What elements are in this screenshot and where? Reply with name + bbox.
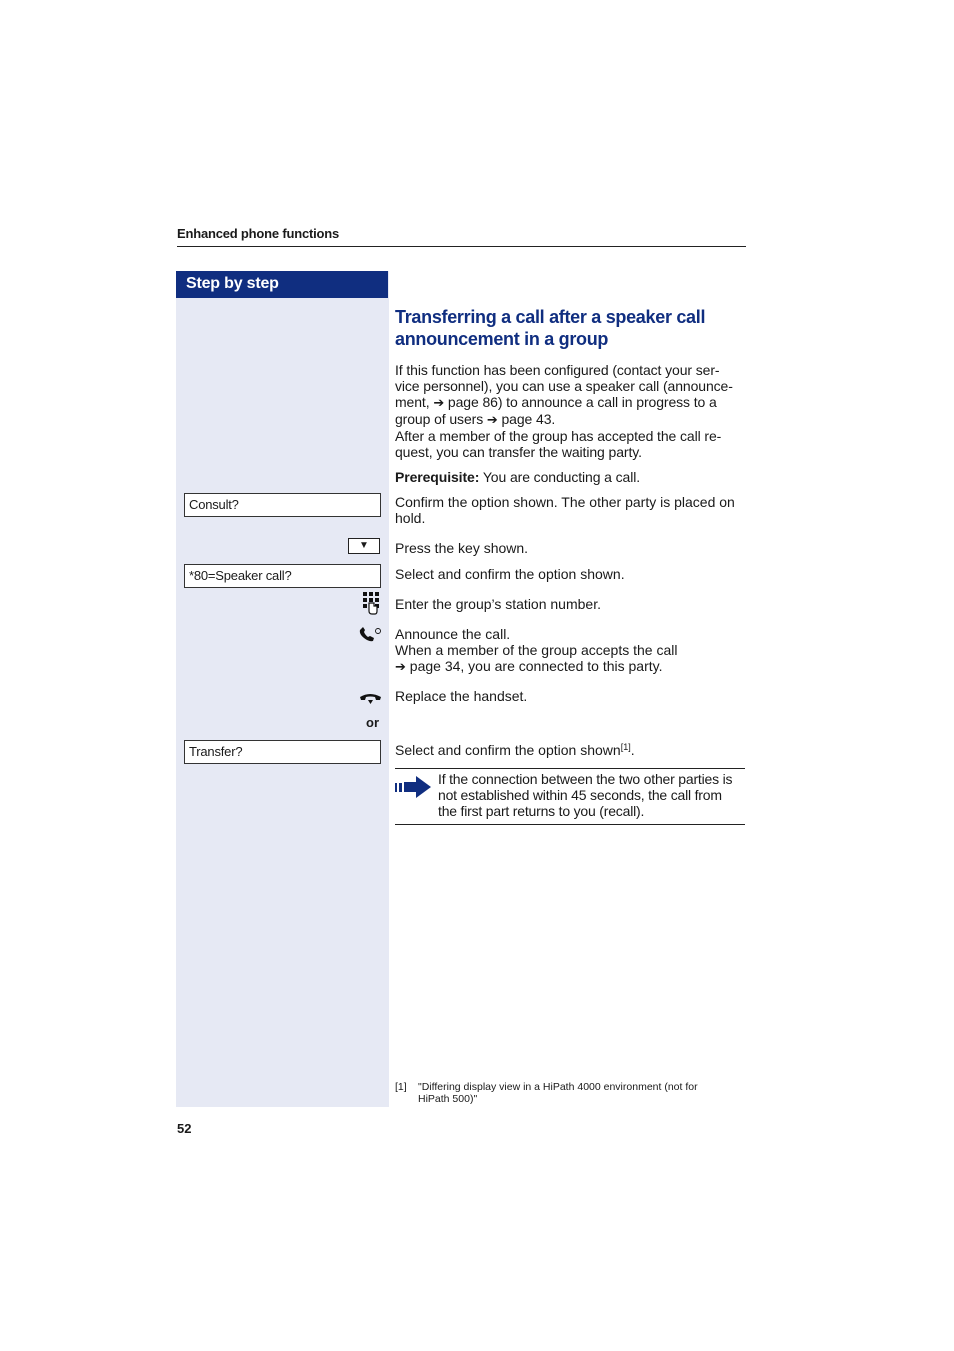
step-line: When a member of the group accepts the call xyxy=(395,642,678,658)
intro-line: After a member of the group has accepted the call re- xyxy=(395,428,722,444)
display-option-transfer[interactable]: Transfer? xyxy=(184,740,381,764)
step-line-part: . xyxy=(630,742,635,758)
intro-line-part: group of users xyxy=(395,411,487,427)
intro-paragraph xyxy=(395,362,745,460)
sidebar-title: Step by step xyxy=(176,271,388,298)
step-text-announce xyxy=(395,626,745,675)
note-line: If the connection between the two other parties is xyxy=(438,771,733,787)
note-arrow-icon xyxy=(395,775,432,799)
display-option-consult[interactable]: Consult? xyxy=(184,493,381,517)
intro-line-part: ment, xyxy=(395,394,434,410)
footnote-line: "Differing display view in a HiPath 4000 environment (not for xyxy=(418,1081,698,1093)
step-text-speaker-call: Select and confirm the option shown. xyxy=(395,566,625,582)
step-line-part: page 34, you are connected to this party. xyxy=(409,658,663,674)
section-heading: Transferring a call after a speaker call announcement in a group xyxy=(395,307,706,349)
cross-reference-arrow-icon: ➔ xyxy=(486,412,498,427)
intro-line-part: page 86) to announce a call in progress to a xyxy=(447,394,717,410)
step-line xyxy=(395,658,745,675)
note-top-rule xyxy=(395,768,745,769)
note-text xyxy=(438,771,746,819)
note-line: not established within 45 seconds, the call from xyxy=(438,787,722,803)
intro-line: If this function has been configured (contact your ser- xyxy=(395,362,720,378)
step-text-press-key: Press the key shown. xyxy=(395,540,529,556)
intro-line-part: page 43. xyxy=(501,411,556,427)
footnote xyxy=(395,1081,735,1105)
display-option-speaker-call[interactable]: *80=Speaker call? xyxy=(184,564,381,588)
down-arrow-key-icon[interactable]: ▼ xyxy=(348,538,380,554)
page-number: 52 xyxy=(177,1121,192,1136)
header-divider xyxy=(177,246,746,247)
note-line: the first part returns to you (recall). xyxy=(438,803,645,819)
handset-hangup-icon xyxy=(359,692,382,706)
step-text-transfer xyxy=(395,742,745,758)
step-text-enter-number: Enter the group’s station number. xyxy=(395,596,601,612)
footnote-number: [1] xyxy=(395,1081,407,1093)
step-line: Confirm the option shown. The other party is placed on xyxy=(395,494,735,510)
step-line: hold. xyxy=(395,510,426,526)
prerequisite-text: You are conducting a call. xyxy=(479,469,641,485)
cross-reference-arrow-icon: ➔ xyxy=(433,395,445,410)
prerequisite-label: Prerequisite: xyxy=(395,469,480,485)
running-header: Enhanced phone functions xyxy=(177,226,340,241)
intro-line xyxy=(395,394,745,411)
step-sidebar xyxy=(176,271,389,1107)
footnote-reference[interactable]: [1] xyxy=(620,742,631,752)
step-line: Announce the call. xyxy=(395,626,511,642)
cross-reference-arrow-icon: ➔ xyxy=(395,659,406,674)
keypad-icon xyxy=(362,591,381,615)
step-text-consult xyxy=(395,494,745,526)
handset-lift-icon xyxy=(358,626,382,644)
intro-line xyxy=(395,411,745,428)
intro-line: vice personnel), you can use a speaker call (announce- xyxy=(395,378,733,394)
or-label: or xyxy=(366,715,379,730)
note-bottom-rule xyxy=(395,824,745,825)
step-text-replace-handset: Replace the handset. xyxy=(395,688,528,704)
step-line-part: Select and confirm the option shown xyxy=(395,742,621,758)
intro-line: quest, you can transfer the waiting party. xyxy=(395,444,642,460)
prerequisite xyxy=(395,469,745,485)
footnote-line: HiPath 500)" xyxy=(418,1093,478,1105)
